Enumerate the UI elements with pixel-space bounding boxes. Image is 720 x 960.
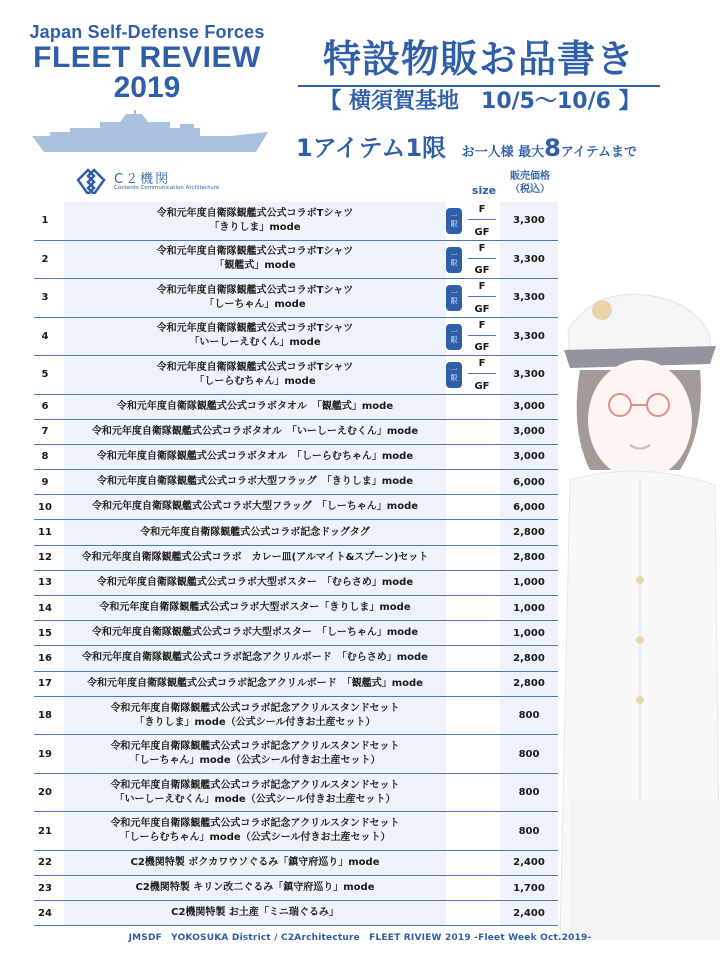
table-row [34, 812, 558, 851]
item-number: 23 [38, 882, 52, 894]
size-option: GF [474, 342, 490, 353]
item-price: 3,000 [500, 445, 558, 469]
item-name [64, 672, 446, 696]
fleet-review-logo [22, 22, 272, 103]
item-name-line-1: 令和元年度自衛隊観艦式公式コラボ記念アクリルスタンドセット [110, 818, 400, 829]
brand-tagline: Contents Communication Architecture [114, 185, 220, 191]
item-name [64, 546, 446, 570]
purchase-limit [296, 128, 666, 163]
table-row [34, 596, 558, 621]
table-row [34, 621, 558, 646]
item-name [64, 901, 446, 925]
item-price: 1,700 [500, 876, 558, 900]
size-option: F [468, 320, 496, 336]
item-name [64, 241, 446, 279]
size-option: F [468, 243, 496, 259]
item-price: 6,000 [500, 470, 558, 494]
item-price: 800 [500, 697, 558, 735]
item-name-line-1: 令和元年度自衛隊観艦式公式コラボ大型ポスター 「しーちゃん」mode [91, 627, 419, 639]
item-sizes [468, 202, 496, 240]
item-name-line-2: 「いーしーえむくん」mode（公式シール付きお土産セット） [114, 793, 396, 805]
item-number: 16 [38, 652, 52, 664]
item-number: 24 [38, 907, 52, 919]
table-row [34, 495, 558, 520]
item-name [64, 774, 446, 812]
table-row [34, 876, 558, 901]
item-number: 7 [41, 426, 49, 438]
item-name-line-1: 令和元年度自衛隊観艦式公式コラボタオル 「観艦式」mode [116, 400, 394, 412]
logo-line-3: 2019 [113, 71, 181, 104]
one-per-person-badge: 一 限 [446, 285, 462, 311]
item-name [64, 621, 446, 645]
item-price: 2,400 [500, 851, 558, 875]
item-name-line-1: 令和元年度自衛隊観艦式公式コラボ大型フラッグ 「しーちゃん」mode [91, 501, 419, 513]
table-row [34, 851, 558, 876]
item-name [64, 851, 446, 875]
item-number: 21 [38, 825, 52, 837]
item-name-line-1: 令和元年度自衛隊観艦式公式コラボ記念アクリルスタンドセット [110, 741, 400, 752]
item-number: 6 [41, 401, 49, 413]
limit-suffix: アイテムまで [560, 145, 638, 160]
table-row [34, 445, 558, 470]
one-per-person-badge: 一 限 [446, 324, 462, 350]
item-number: 11 [38, 527, 52, 539]
item-number: 22 [38, 857, 52, 869]
item-price: 800 [500, 735, 558, 773]
table-row [34, 202, 558, 241]
size-option: F [468, 358, 496, 374]
item-name [64, 202, 446, 240]
item-price: 800 [500, 774, 558, 812]
item-name [64, 420, 446, 444]
item-name [64, 735, 446, 773]
item-name-line-1: 令和元年度自衛隊観艦式公式コラボ記念アクリルスタンドセット [110, 702, 400, 714]
size-option: GF [474, 226, 490, 238]
item-name-line-1: 令和元年度自衛隊観艦式公式コラボ カレー皿(アルマイト&スプーン)セット [81, 551, 429, 563]
size-option: GF [474, 380, 490, 392]
item-price: 3,300 [500, 279, 558, 317]
one-per-person-badge: 一 限 [446, 208, 462, 234]
item-price: 3,300 [500, 241, 558, 279]
item-price: 2,800 [500, 546, 558, 570]
footer-credit: JMSDF YOKOSUKA District / C2Architecture FLEET RIVIEW 2019 -Fleet Week Oct.2019- [128, 933, 592, 943]
item-name-line-1: 令和元年度自衛隊観艦式公式コラボタオル 「しーらむちゃん」mode [96, 450, 414, 462]
price-header-line-1: 販売価格 [510, 171, 550, 182]
item-name [64, 876, 446, 900]
item-price: 3,000 [500, 395, 558, 419]
table-row [34, 241, 558, 280]
item-name [64, 596, 446, 620]
limit-number: 8 [544, 134, 561, 162]
size-column-header: size [471, 184, 497, 197]
item-price: 2,400 [500, 901, 558, 925]
item-name [64, 812, 446, 850]
item-price: 2,800 [500, 672, 558, 696]
item-number: 14 [38, 602, 52, 614]
item-number: 13 [38, 577, 52, 589]
item-sizes [468, 279, 496, 317]
warship-silhouette [30, 108, 270, 158]
item-name-line-1: 令和元年度自衛隊観艦式公式コラボ大型ポスター「きりしま」mode [99, 602, 411, 614]
item-name-line-1: C2機関特製 お土産「ミニ瑞ぐるみ」 [171, 907, 339, 919]
item-name-line-1: 令和元年度自衛隊観艦式公式コラボ記念ドッグタグ [140, 526, 370, 538]
table-row [34, 546, 558, 571]
size-option: F [468, 281, 496, 297]
item-number: 15 [38, 627, 52, 639]
logo-line-1: Japan Self-Defense Forces [29, 22, 265, 42]
item-number: 18 [38, 710, 52, 721]
item-price: 3,300 [500, 356, 558, 394]
brand-name: C２機関 [114, 172, 171, 187]
limit-prefix: お一人様 最大 [461, 145, 545, 160]
item-name-line-2: 「きりしま」mode（公式シール付きお土産セット） [134, 716, 376, 728]
limit-main: 1アイテム1限 [296, 134, 447, 162]
size-option: F [468, 204, 496, 220]
table-row [34, 356, 558, 395]
item-name-line-1: 令和元年度自衛隊観艦式公式コラボTシャツ [156, 361, 354, 373]
item-number: 17 [38, 678, 52, 690]
item-name [64, 395, 446, 419]
item-name [64, 520, 446, 544]
item-sizes [468, 241, 496, 279]
item-name-line-1: C2機関特製 ボクカワウソぐるみ「鎮守府巡り」mode [130, 856, 380, 868]
item-name-line-2: 「観艦式」mode [214, 260, 296, 272]
item-name-line-1: 令和元年度自衛隊観艦式公式コラボ記念アクリルスタンドセット [110, 779, 400, 791]
item-number: 9 [41, 476, 49, 488]
item-name-line-2: 「しーちゃん」mode（公式シール付きお土産セット） [129, 755, 381, 766]
table-row [34, 279, 558, 318]
item-number: 8 [41, 451, 49, 463]
item-name-line-1: 令和元年度自衛隊観艦式公式コラボTシャツ [156, 246, 354, 258]
item-price: 3,300 [500, 202, 558, 240]
mascot-character-illustration [540, 280, 720, 940]
item-price: 2,800 [500, 520, 558, 544]
limit-per-person [461, 134, 638, 162]
item-name [64, 495, 446, 519]
item-price: 3,000 [500, 420, 558, 444]
one-per-person-badge: 一 限 [446, 247, 462, 273]
item-number: 19 [38, 748, 52, 760]
table-row [34, 646, 558, 671]
logo-line-2: FLEET REVIEW [33, 41, 261, 74]
table-row [34, 571, 558, 596]
page-title: 特設物販お品書き [298, 28, 660, 87]
item-name-line-2: 「いーしーえむくん」mode [189, 337, 321, 349]
item-name-line-1: 令和元年度自衛隊観艦式公式コラボ記念アクリルボード 「むらさめ」mode [82, 652, 428, 664]
table-row [34, 901, 558, 926]
table-row [34, 420, 558, 445]
item-name [64, 571, 446, 595]
item-number: 3 [41, 292, 49, 304]
price-column-header [505, 170, 555, 196]
product-menu-table [34, 202, 558, 926]
table-row [34, 735, 558, 774]
price-header-line-2: （税込） [510, 184, 550, 195]
item-price: 2,800 [500, 646, 558, 670]
item-name-line-1: 令和元年度自衛隊観艦式公式コラボ大型ポスター 「むらさめ」mode [96, 576, 414, 588]
item-price: 6,000 [500, 495, 558, 519]
item-number: 4 [41, 330, 49, 342]
item-name-line-1: 令和元年度自衛隊観艦式公式コラボタオル 「いーしーえむくん」mode [91, 425, 419, 437]
one-per-person-badge: 一 限 [446, 362, 462, 388]
item-name-line-2: 「しーらむちゃん」mode [194, 375, 316, 387]
item-name-line-1: 令和元年度自衛隊観艦式公式コラボTシャツ [156, 284, 354, 296]
table-row [34, 672, 558, 697]
item-number: 1 [41, 215, 49, 227]
item-price: 1,000 [500, 621, 558, 645]
table-row [34, 697, 558, 736]
table-row [34, 470, 558, 495]
item-name-line-2: 「しーらむちゃん」mode（公式シール付きお土産セット） [119, 832, 391, 843]
item-number: 12 [38, 552, 52, 564]
item-name-line-1: 令和元年度自衛隊観艦式公式コラボTシャツ [156, 207, 354, 219]
size-option: GF [474, 303, 490, 315]
c2-mark-icon [74, 166, 108, 194]
item-sizes [468, 356, 496, 394]
item-name [64, 697, 446, 735]
table-row [34, 520, 558, 545]
item-number: 10 [38, 501, 52, 513]
table-row [34, 318, 558, 357]
table-row [34, 774, 558, 813]
item-number: 20 [38, 787, 52, 798]
event-location-date: 【 横須賀基地 10/5～10/6 】 [319, 89, 641, 114]
item-price: 3,300 [500, 318, 558, 356]
c2-brand-logo [74, 166, 224, 196]
item-name-line-1: 令和元年度自衛隊観艦式公式コラボ大型フラッグ 「きりしま」mode [96, 476, 414, 488]
item-name [64, 470, 446, 494]
item-price: 1,000 [500, 571, 558, 595]
table-row [34, 395, 558, 420]
item-name [64, 356, 446, 394]
item-price: 800 [500, 812, 558, 850]
item-name-line-1: 令和元年度自衛隊観艦式公式コラボTシャツ [156, 323, 354, 335]
item-name-line-1: C2機関特製 キリン改二ぐるみ「鎮守府巡り」mode [135, 882, 375, 894]
item-name-line-2: 「しーちゃん」mode [204, 298, 306, 310]
item-name-line-1: 令和元年度自衛隊観艦式公式コラボ記念アクリルボード 「観艦式」mode [87, 677, 423, 689]
item-name [64, 646, 446, 670]
item-name-line-2: 「きりしま」mode [209, 221, 301, 233]
size-option: GF [474, 265, 490, 276]
item-number: 5 [41, 369, 49, 381]
item-name [64, 318, 446, 356]
item-number: 2 [41, 253, 49, 265]
item-price: 1,000 [500, 596, 558, 620]
item-name [64, 445, 446, 469]
item-name [64, 279, 446, 317]
item-sizes [468, 318, 496, 356]
